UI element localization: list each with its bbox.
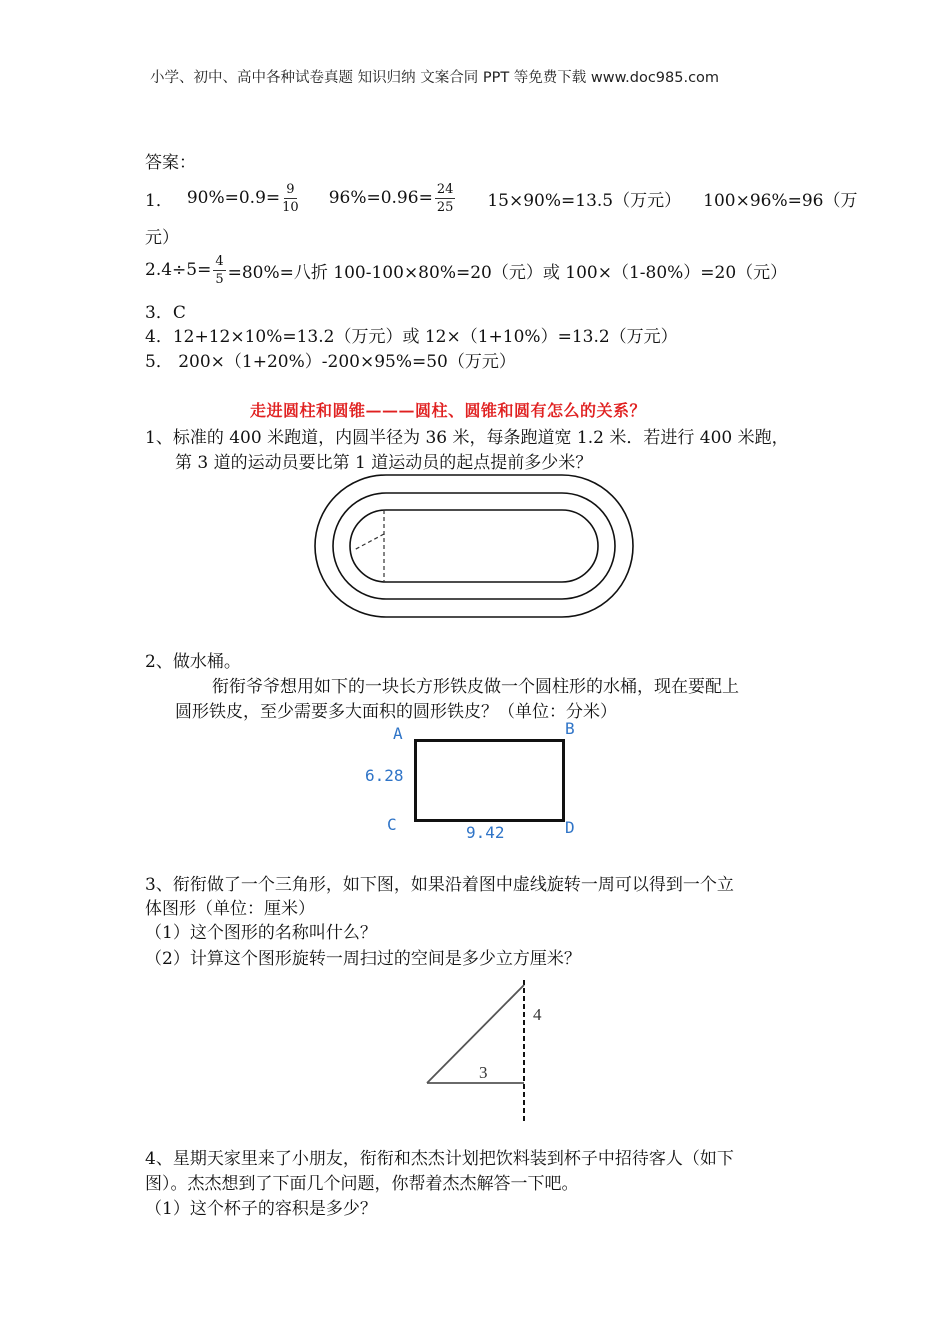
answer-1-continued: 元） — [145, 228, 179, 248]
question-3-line1: 3、衔衔做了一个三角形，如下图，如果沿着图中虚线旋转一周可以得到一个立 — [145, 875, 734, 895]
question-3-sub2: （2）计算这个图形旋转一周扫过的空间是多少立方厘米？ — [145, 949, 581, 969]
section-title: 走进圆柱和圆锥———圆柱、圆锥和圆有怎么的关系？ — [250, 401, 647, 420]
question-3-line2: 体图形（单位：厘米） — [145, 899, 315, 919]
answer-4: 4．12+12×10%=13.2（万元）或 12×（1+10%）=13.2（万元） — [145, 327, 678, 347]
question-1-line2: 第 3 道的运动员要比第 1 道运动员的起点提前多少米？ — [175, 453, 593, 473]
vertex-label-c: C — [387, 815, 397, 834]
fraction-9-10: $\frac{9}{10}$ — [282, 181, 299, 215]
running-track-figure — [310, 470, 640, 622]
question-2-line2: 圆形铁皮，至少需要多大面积的圆形铁皮？（单位：分米） — [175, 702, 617, 722]
track-radius-dashed-line — [354, 534, 384, 550]
vertex-label-d: D — [565, 818, 575, 837]
fraction-4-5: $\frac{4}{5}$ — [215, 253, 224, 287]
answer-1 — [145, 178, 857, 218]
question-1-line1: 1、标准的 400 米跑道，内圆半径为 36 米，每条跑道宽 1.2 米．若进行 400 米跑， — [145, 428, 789, 448]
track-inner-lane — [350, 510, 598, 582]
triangle-base-label: 3 — [479, 1063, 488, 1082]
answers-heading: 答案： — [145, 153, 196, 173]
page-header: 小学、初中、高中各种试卷真题 知识归纳 文案合同 PPT 等免费下载 www.doc985.com — [150, 70, 720, 86]
answer-1-part4: 100×96%=96（万 — [703, 190, 858, 211]
rectangle-width-label: 9.42 — [466, 823, 505, 842]
triangle-height-label: 4 — [533, 1005, 542, 1024]
question-3-sub1: （1）这个图形的名称叫什么？ — [145, 923, 377, 943]
fraction-24-25: $\frac{24}{25}$ — [436, 181, 454, 215]
vertex-label-a: A — [393, 724, 403, 743]
vertex-label-b: B — [565, 719, 575, 738]
answer-1-part1: 90%=0.9= — [186, 188, 281, 208]
answer-3: 3．C — [145, 303, 186, 323]
iron-sheet-rectangle — [414, 739, 565, 822]
answer-2-pre: 2.4÷5= — [145, 260, 212, 280]
question-2-title: 2、做水桶。 — [145, 652, 241, 672]
answer-5: 5． 200×（1+20%）-200×95%=50（万元） — [145, 352, 516, 372]
triangle-hypotenuse — [427, 985, 524, 1083]
answer-1-part2: 96%=0.96= — [328, 188, 433, 208]
rectangle-height-label: 6.28 — [365, 766, 404, 785]
answer-2-post: =80%=八折 100-100×80%=20（元）或 100×（1-80%）=20（元） — [227, 262, 788, 283]
question-4-line2: 图）。杰杰想到了下面几个问题，你帮着杰杰解答一下吧。 — [145, 1174, 579, 1194]
track-middle-lane — [333, 493, 615, 599]
answer-2 — [145, 250, 787, 290]
question-2-line1: 衔衔爷爷想用如下的一块长方形铁皮做一个圆柱形的水桶，现在要配上 — [212, 677, 739, 697]
question-4-line1: 4、星期天家里来了小朋友，衔衔和杰杰计划把饮料装到杯子中招待客人（如下 — [145, 1149, 734, 1169]
triangle-figure — [420, 975, 560, 1125]
question-4-sub1: （1）这个杯子的容积是多少？ — [145, 1199, 377, 1219]
answer-1-number: 1． — [145, 190, 173, 211]
answer-1-part3: 15×90%=13.5（万元） — [487, 190, 682, 211]
